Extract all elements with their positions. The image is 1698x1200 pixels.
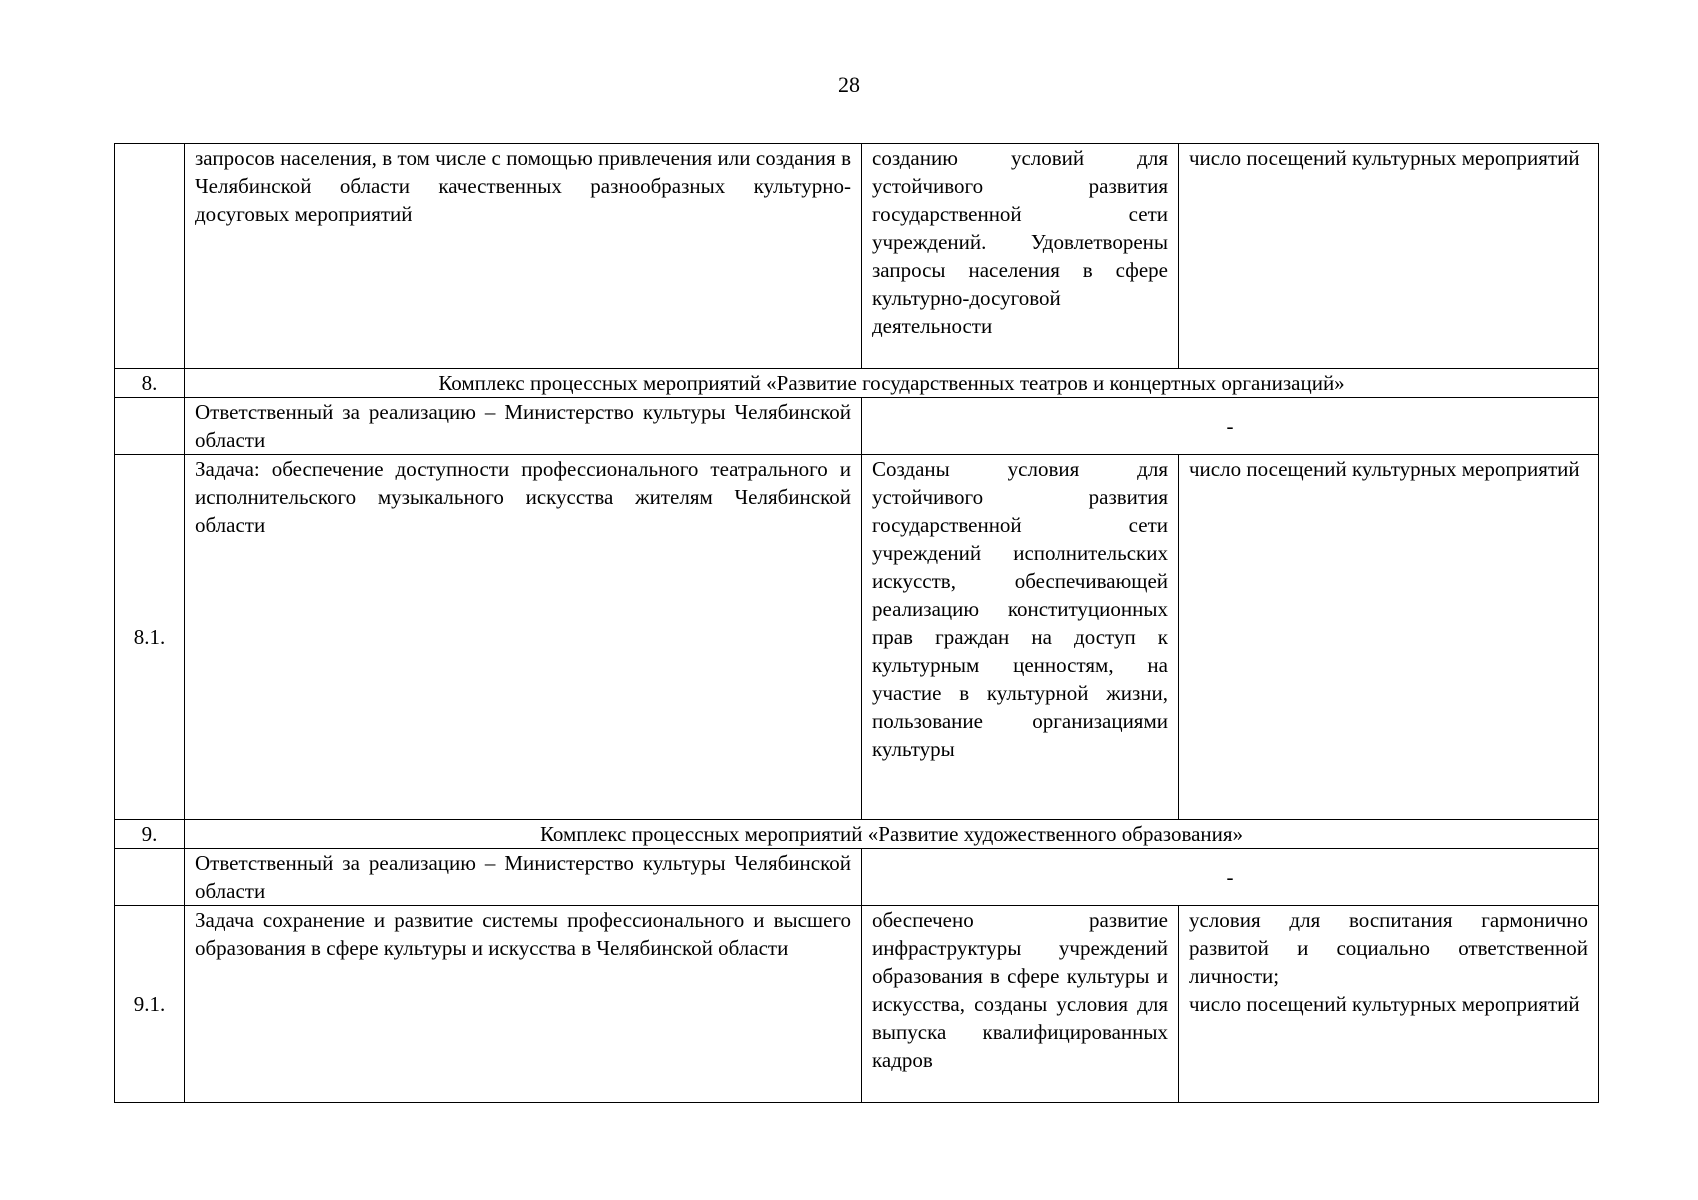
indicator-line: число посещений культурных мероприятий bbox=[1189, 992, 1580, 1016]
row-number bbox=[115, 144, 185, 369]
responsible-cell: Ответственный за реализацию – Министерство культуры Челябинской области bbox=[185, 398, 862, 455]
table-row bbox=[115, 398, 1599, 455]
responsible-cell: Ответственный за реализацию – Министерство культуры Челябинской области bbox=[185, 849, 862, 906]
task-cell: Задача: обеспечение доступности профессионального театрального и исполнительского музыкального искусства жителям Челябинской области bbox=[185, 455, 862, 820]
table-row bbox=[115, 144, 1599, 369]
row-number: 9. bbox=[115, 820, 185, 849]
merged-dash-cell: - bbox=[862, 398, 1599, 455]
task-cell: Задача сохранение и развитие системы профессионального и высшего образования в сфере культуры и искусства в Челябинской области bbox=[185, 906, 862, 1103]
merged-dash-cell: - bbox=[862, 849, 1599, 906]
page-number: 28 bbox=[838, 72, 860, 97]
result-cell: обеспечено развитие инфраструктуры учреждений образования в сфере культуры и искусства, созданы условия для выпуска квалифицированных кадров bbox=[862, 906, 1179, 1103]
indicator-cell: число посещений культурных мероприятий bbox=[1179, 144, 1599, 369]
row-number: 8.1. bbox=[115, 455, 185, 820]
row-number: 9.1. bbox=[115, 906, 185, 1103]
table-row bbox=[115, 849, 1599, 906]
result-cell: Созданы условия для устойчивого развития государственной сети учреждений исполнительских искусств, обеспечивающей реализацию конституционных прав граждан на доступ к культурным ценностям, на участие в культурной жизни, пользование организациями культуры bbox=[862, 455, 1179, 820]
result-cell: созданию условий для устойчивого развития государственной сети учреждений. Удовлетворены запросы населения в сфере культурно-досуговой деятельности bbox=[862, 144, 1179, 369]
task-cell: запросов населения, в том числе с помощью привлечения или создания в Челябинской области качественных разнообразных культурно-досуговых мероприятий bbox=[185, 144, 862, 369]
section-title: Комплекс процессных мероприятий «Развитие государственных театров и концертных организаций» bbox=[185, 369, 1599, 398]
indicator-cell bbox=[1179, 906, 1599, 1103]
table-row bbox=[115, 906, 1599, 1103]
indicator-line: условия для воспитания гармонично развитой и социально ответственной личности; bbox=[1189, 908, 1588, 988]
measures-table bbox=[114, 143, 1599, 1103]
table-row bbox=[115, 820, 1599, 849]
row-number: 8. bbox=[115, 369, 185, 398]
table-row bbox=[115, 369, 1599, 398]
row-number bbox=[115, 398, 185, 455]
row-number bbox=[115, 849, 185, 906]
indicator-cell: число посещений культурных мероприятий bbox=[1179, 455, 1599, 820]
section-title: Комплекс процессных мероприятий «Развитие художественного образования» bbox=[185, 820, 1599, 849]
table-row bbox=[115, 455, 1599, 820]
